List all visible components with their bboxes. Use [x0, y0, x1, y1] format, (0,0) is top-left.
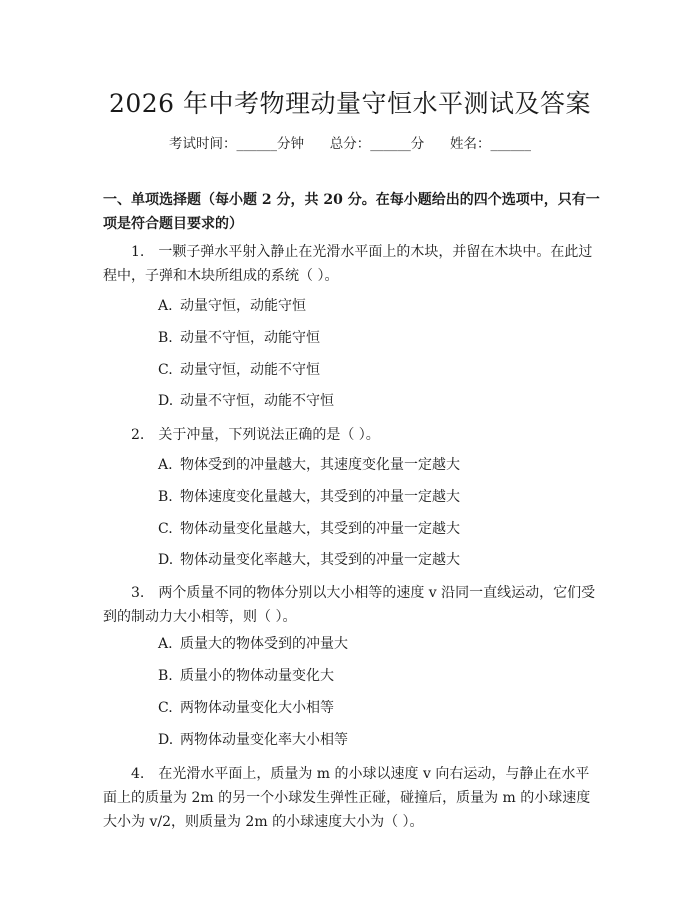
option-text: 两物体动量变化大小相等 [180, 700, 334, 716]
option-letter: B. [158, 330, 173, 346]
option-text: 两物体动量变化率大小相等 [180, 732, 348, 748]
option-text: 动量不守恒，动能守恒 [180, 330, 320, 346]
option-letter: A. [158, 636, 173, 652]
question-1-option-b [158, 328, 320, 348]
question-1-option-d [158, 391, 334, 411]
section-heading: 一、单项选择题（每小题 2 分，共 20 分。在每小题给出的四个选项中，只有一项是符合题目要求的） [103, 192, 600, 232]
option-text: 物体动量变化量越大，其受到的冲量一定越大 [180, 521, 460, 537]
option-letter: C. [158, 362, 173, 378]
option-text: 物体受到的冲量越大，其速度变化量一定越大 [180, 457, 460, 473]
option-text: 动量守恒，动能守恒 [180, 298, 306, 314]
option-letter: D. [158, 552, 174, 568]
question-3: 3. 两个质量不同的物体分别以大小相等的速度 v 沿同一直线运动，它们受到的制动力大小相等，则（ ）。 [103, 585, 596, 625]
option-letter: D. [158, 393, 174, 409]
option-text: 物体动量变化率越大，其受到的冲量一定越大 [180, 552, 460, 568]
option-letter: A. [158, 298, 173, 314]
question-1-option-a [158, 296, 306, 316]
question-4: 4. 在光滑水平面上，质量为 m 的小球以速度 v 向右运动，与静止在水平面上的质量为 2m 的另一个小球发生弹性正碰，碰撞后，质量为 m 的小球速度大小为 v/2，则质量为 2m 的小球速度大小为（ ）。 [103, 766, 591, 830]
question-3-option-d [158, 730, 348, 750]
exam-meta-line: 考试时间：______分钟 总分：______分 姓名：______ [169, 136, 531, 152]
option-letter: C. [158, 700, 173, 716]
option-letter: A. [158, 457, 173, 473]
question-1: 1. 一颗子弹水平射入静止在光滑水平面上的木块，并留在木块中。在此过程中，子弹和木块所组成的系统（ ）。 [103, 244, 593, 284]
question-2-option-d [158, 550, 460, 570]
question-2-option-b [158, 487, 460, 507]
question-3-option-c [158, 698, 334, 718]
option-letter: C. [158, 521, 173, 537]
option-letter: B. [158, 489, 173, 505]
question-3-option-b [158, 666, 334, 686]
page-title: 2026 年中考物理动量守恒水平测试及答案 [108, 89, 592, 118]
question-2-option-a [158, 455, 460, 475]
option-text: 质量小的物体动量变化大 [180, 668, 334, 684]
option-letter: D. [158, 732, 174, 748]
option-text: 质量大的物体受到的冲量大 [180, 636, 348, 652]
option-text: 物体速度变化量越大，其受到的冲量一定越大 [180, 489, 460, 505]
question-3-option-a [158, 634, 348, 654]
question-2-option-c [158, 519, 460, 539]
question-2: 2. 关于冲量，下列说法正确的是（ ）。 [131, 427, 380, 443]
option-text: 动量守恒，动能不守恒 [180, 362, 320, 378]
option-letter: B. [158, 668, 173, 684]
question-1-option-c [158, 360, 320, 380]
option-text: 动量不守恒，动能不守恒 [180, 393, 334, 409]
